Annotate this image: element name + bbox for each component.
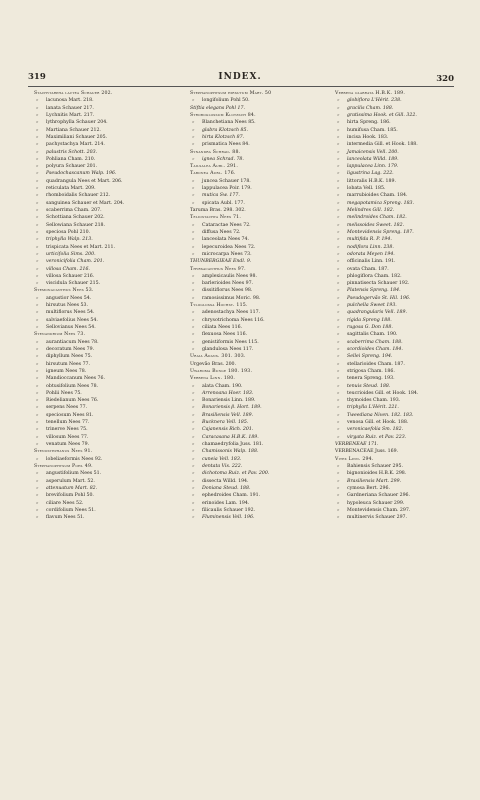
index-subentry: „ multinervis Schauer 297.	[335, 514, 418, 521]
index-subentry: „ Riedelianum Nees 76.	[34, 397, 124, 404]
index-heading: Tailsalea Aubl. 291.	[190, 164, 239, 170]
index-subentry: „ lacunosa Mart. 218.	[34, 97, 124, 104]
index-subentry: „ Brasiliensis Vell. 189.	[190, 412, 271, 419]
index-subentry: „ Bonariensis β. Hort. 189.	[190, 404, 271, 411]
index-subentry: „ igneum Nees 78.	[34, 368, 124, 375]
index-subentry: „ pachystachya Mart. 214.	[34, 141, 124, 148]
index-subentry: „ Brasiliensis Mart. 299.	[335, 478, 418, 485]
index-subentry: „ melissoides Sweet. 182.	[335, 222, 418, 229]
index-subentry: „ Martiana Schauer 212.	[34, 127, 124, 134]
index-subentry: „ salviaefolius Nees 54.	[34, 317, 124, 324]
index-subentry: „ Pohlii Nees 75.	[34, 390, 124, 397]
index-subentry: „ tenuis Steud. 188.	[335, 383, 418, 390]
index-subentry: „ barlerioides Nees 97.	[190, 280, 271, 287]
index-subentry: „ scaberrima Cham. 188.	[335, 339, 418, 346]
index-heading: Stemonacanthus Nees 53.	[34, 288, 94, 294]
index-subentry: „ globiflora L'Hérit. 238.	[335, 97, 418, 104]
index-subentry: „ megapotamica Spreng. 183.	[335, 200, 418, 207]
index-subentry: „ nodiflora Linn. 238.	[335, 244, 418, 251]
page-number-left: 319	[28, 72, 46, 82]
index-subentry: „ diphyllum Nees 75.	[34, 353, 124, 360]
index-subentry: „ scaberrima Cham. 207.	[34, 207, 124, 214]
index-subentry: „ polyura Schauer 201.	[34, 163, 124, 170]
index-subentry: „ triphylla L'Hérit. 221.	[335, 404, 418, 411]
index-subentry: „ rhomboidalis Schauer 212.	[34, 192, 124, 199]
index-subentry: „ incisa Hook. 183.	[335, 134, 418, 141]
index-subentry: „ dissecta Willd. 194.	[190, 478, 271, 485]
index-subentry: „ longifolium Pohl 50.	[190, 97, 271, 104]
index-heading: Verbena glabrata H.B.K. 189.	[335, 91, 406, 96]
index-heading: Stroboglossum Klotzsch 84.	[190, 112, 256, 118]
index-subentry: „ venosa Gill. et Hook. 188.	[335, 419, 418, 426]
index-subentry: „ urticifolia Sims. 200.	[34, 251, 124, 258]
index-subentry: „ alata Cham. 190.	[190, 383, 271, 390]
index-subentry: „ ovata Cham. 187.	[335, 266, 418, 273]
index-subentry: „ melindroides Cham. 182.	[335, 214, 418, 221]
index-subentry: „ Tweediana Niven. 182. 183.	[335, 412, 418, 419]
index-subentry: „ speciosum Nees 81.	[34, 412, 124, 419]
index-subentry: „ ramosissimus Moric. 98.	[190, 295, 271, 302]
index-subentry: „ Lychnitis Mart. 217.	[34, 112, 124, 119]
index-heading: VERBENACEAE Juss. 169.	[335, 449, 399, 455]
index-subentry: „ asperulum Mart. 52.	[34, 478, 124, 485]
index-subentry: „ hirsutus Nees 53.	[34, 302, 124, 309]
index-heading: THUNBERGIEAE Endl. 9.	[190, 259, 252, 265]
index-subentry: „ cordifolium Nees 51.	[34, 507, 124, 514]
index-subentry: „ triphylla Walp. 213.	[34, 236, 124, 243]
index-subentry: „ thymoides Cham. 193.	[335, 397, 418, 404]
index-subentry: „ rigida Spreng 188.	[335, 317, 418, 324]
index-subentry: „ speciosa Pohl 210.	[34, 229, 124, 236]
index-subentry: „ Platensis Spreng. 184.	[335, 287, 418, 294]
index-subentry: „ virgata Ruiz. et Pav. 223.	[335, 434, 418, 441]
index-subentry: „ angustifolium Nees 51.	[34, 470, 124, 477]
index-subentry: „ hirta Spreng. 186.	[335, 119, 418, 126]
index-column-1	[34, 90, 124, 521]
index-subentry: „ gracilis Cham. 188.	[335, 105, 418, 112]
index-subentry: „ chamaedryfolia Juss. 181.	[190, 441, 271, 448]
page-title: INDEX.	[218, 72, 262, 82]
index-subentry: „ intermedia Gill. et Hook. 188.	[335, 141, 418, 148]
index-subentry: „ amplexicaulis Nees 98.	[190, 273, 271, 280]
index-subentry: „ Caracasana H.B.K. 189.	[190, 434, 271, 441]
index-subentry: „ Sellovianus Nees 54.	[34, 324, 124, 331]
index-subentry: „ multifida R. P. 194.	[335, 236, 418, 243]
index-subentry: „ veronicifolia Cham. 201.	[34, 258, 124, 265]
index-subentry: „ Sellei Spreng. 194.	[335, 353, 418, 360]
index-subentry: „ glandulosa Nees 117.	[190, 346, 271, 353]
index-subentry: „ villosum Nees 77.	[34, 434, 124, 441]
index-subentry: „ Chamissonis Walp. 188.	[190, 448, 271, 455]
index-subentry: „ villosa Cham. 216.	[34, 266, 124, 273]
index-subentry: „ Blanchetiana Nees 85.	[190, 119, 271, 126]
index-heading: Stachytarpha lactea Schauer 202.	[34, 91, 113, 96]
index-heading: Taruma Bras. 298. 302.	[190, 208, 246, 213]
index-subentry: „ Mandioccanum Nees 76.	[34, 375, 124, 382]
index-subentry: „ Bahiensis Schauer 295.	[335, 463, 418, 470]
index-subentry: „ Doniana Steud. 188.	[190, 485, 271, 492]
index-subentry: „ filicaulis Schauer 192.	[190, 507, 271, 514]
index-subentry: „ lappulacea Linn. 179.	[335, 163, 418, 170]
index-subentry: „ quadrangularis Vell. 189.	[335, 309, 418, 316]
index-subentry: „ veronicaefolia Sm. 182.	[335, 426, 418, 433]
index-subentry: „ obtusifolium Nees 78.	[34, 383, 124, 390]
index-subentry: „ juncea Schauer 178.	[190, 178, 271, 185]
index-subentry: „ odorata Meyen 194.	[335, 251, 418, 258]
index-subentry: „ quadrangula Nees et Mart. 206.	[34, 178, 124, 185]
index-subentry: „ Schottiana Schauer 202.	[34, 214, 124, 221]
index-subentry: „ pinnatisecta Schauer 192.	[335, 280, 418, 287]
index-subentry: „ aurantiacum Nees 78.	[34, 339, 124, 346]
index-subentry: „ hirsutum Nees 77.	[34, 361, 124, 368]
index-heading: Stenostephanus Nees 91.	[34, 449, 93, 455]
index-column-2	[190, 90, 271, 521]
index-subentry: „ ciliare Nees 52.	[34, 500, 124, 507]
index-heading: Tyloglossa Hochst. 115.	[190, 303, 248, 309]
index-subentry: „ cymosa Bert. 296.	[335, 485, 418, 492]
index-subentry: „ adenostachya Nees 117.	[190, 309, 271, 316]
index-subentry: „ Pseudochascanum Walp. 196.	[34, 170, 124, 177]
index-subentry: „ flexuosa Nees 116.	[190, 331, 271, 338]
index-heading: Synandra Schrad. 88.	[190, 149, 241, 155]
index-subentry: „ sanguinea Schauer et Mart. 204.	[34, 200, 124, 207]
index-subentry: „ lobeliaeformis Nees 92.	[34, 456, 124, 463]
index-subentry: „ Maximiliani Schauer 205.	[34, 134, 124, 141]
index-subentry: „ littoralis H.B.K. 189.	[335, 178, 418, 185]
index-subentry: „ glabra Klotzsch 85.	[190, 127, 271, 134]
index-subentry: „ Pseudogervão St. Hil. 196.	[335, 295, 418, 302]
index-subentry: „ rugosa G. Don 188.	[335, 324, 418, 331]
index-subentry: „ lanceolata Willd. 189.	[335, 156, 418, 163]
index-column-3	[335, 90, 418, 521]
index-subentry: „ Cataractae Nees 72.	[190, 222, 271, 229]
index-heading: Stenandrium Nees 73.	[34, 332, 86, 338]
index-subentry: „ officinalis Linn. 191.	[335, 258, 418, 265]
index-heading: Thyrsacanthus Nees 97.	[190, 266, 246, 272]
index-subentry: „ tenellum Nees 77.	[34, 419, 124, 426]
index-subentry: „ spicata Aubl. 177.	[190, 200, 271, 207]
index-heading: Vitex Linn. 294.	[335, 456, 374, 462]
index-heading: Urgevão Bras. 200.	[190, 361, 237, 367]
index-subentry: „ lythrophylla Schauer 204.	[34, 119, 124, 126]
index-subentry: „ Fluminensis Vell. 196.	[190, 514, 271, 521]
index-subentry: „ ciliata Nees 116.	[190, 324, 271, 331]
index-subentry: „ villosa Schauer 216.	[34, 273, 124, 280]
index-subentry: „ pulchella Sweet 193.	[335, 302, 418, 309]
index-subentry: „ Arrenoana Hoer. 183.	[190, 390, 271, 397]
index-subentry: „ decoratum Nees 79.	[34, 346, 124, 353]
index-subentry: „ ligustrina Lag. 222.	[335, 170, 418, 177]
index-subentry: „ Melindres Gill. 182.	[335, 207, 418, 214]
index-subentry: „ trispicata Nees et Mart. 211.	[34, 244, 124, 251]
index-subentry: „ Bucknera Vell. 185.	[190, 419, 271, 426]
index-subentry: „ Montevidensis Spreng. 187.	[335, 229, 418, 236]
index-subentry: „ tenera Spreng. 193.	[335, 375, 418, 382]
header-rule	[28, 86, 454, 87]
index-subentry: „ angustior Nees 54.	[34, 295, 124, 302]
index-subentry: „ hypoleuca Schauer 299.	[335, 500, 418, 507]
index-subentry: „ Pohliana Cham. 210.	[34, 156, 124, 163]
index-subentry: „ attenuatum Mart. 82.	[34, 485, 124, 492]
index-subentry: „ stellarioides Cham. 187.	[335, 361, 418, 368]
index-subentry: „ cuneia Vell. 183.	[190, 456, 271, 463]
index-subentry: „ lepecuroidea Nees 72.	[190, 244, 271, 251]
index-subentry: „ ephedroides Cham. 191.	[190, 492, 271, 499]
index-heading: Uwaroma Bunge 180. 193.	[190, 368, 253, 374]
index-subentry: „ venatum Nees 79.	[34, 441, 124, 448]
index-subentry: „ palustris Schott. 203.	[34, 149, 124, 156]
index-subentry: „ Montevidensis Cham. 297.	[335, 507, 418, 514]
index-subentry: „ sagittalis Cham. 190.	[335, 331, 418, 338]
index-subentry: „ teucrioides Gill. et Hook. 184.	[335, 390, 418, 397]
index-subentry: „ humifusa Cham. 185.	[335, 127, 418, 134]
index-subentry: „ dichotoma Ruiz. et Pav. 200.	[190, 470, 271, 477]
index-heading: Tabonea Aubl. 176.	[190, 171, 236, 177]
index-subentry: „ lanata Schauer 217.	[34, 105, 124, 112]
index-subentry: „ lappulacea Poir. 179.	[190, 185, 271, 192]
index-subentry: „ erinoides Lam. 194.	[190, 500, 271, 507]
index-subentry: „ mutica Sw. 177.	[190, 192, 271, 199]
index-subentry: „ gratissima Hook. et Gill. 322.	[335, 112, 418, 119]
page-number-right: 320	[436, 74, 454, 84]
index-subentry: „ hirta Klotzsch 87.	[190, 134, 271, 141]
index-subentry: „ trinerve Nees 75.	[34, 426, 124, 433]
index-subentry: „ ignea Schrad. 78.	[190, 156, 271, 163]
index-subentry: „ brevifolium Pohl 50.	[34, 492, 124, 499]
index-subentry: „ prismatica Nees 84.	[190, 141, 271, 148]
index-subentry: „ genistiformis Nees 115.	[190, 339, 271, 346]
index-subentry: „ viscidula Schauer 215.	[34, 280, 124, 287]
index-heading: Stephanophysum hirsutum Mart. 50	[190, 91, 272, 96]
index-subentry: „ dissitiflorus Nees 98.	[190, 287, 271, 294]
index-subentry: „ serpens Nees 77.	[34, 404, 124, 411]
index-heading: Teliostachya Nees 71.	[190, 215, 242, 221]
index-subentry: „ multiflorus Nees 54.	[34, 309, 124, 316]
index-heading: Uraia Adans. 301. 303.	[190, 354, 246, 360]
index-subentry: „ diffusa Nees 72.	[190, 229, 271, 236]
index-subentry: „ lobata Vell. 185.	[335, 185, 418, 192]
index-subentry: „ phlogiflora Cham. 182.	[335, 273, 418, 280]
index-subentry: „ scordioides Cham. 184.	[335, 346, 418, 353]
index-subentry: „ Sellowiana Schauer 218.	[34, 222, 124, 229]
index-subentry: „ microcarpa Nees 73.	[190, 251, 271, 258]
index-subentry: „ strigosa Cham. 186.	[335, 368, 418, 375]
index-heading: Verbena Linn. 180.	[190, 376, 236, 382]
index-subentry: „ dentata Vis. 222.	[190, 463, 271, 470]
index-subentry: „ bignonioides H.B.K. 298.	[335, 470, 418, 477]
index-heading: Stephanophysum Pohl 49.	[34, 463, 93, 469]
index-heading: Stiftia elegans Pohl 17.	[190, 105, 246, 111]
index-subentry: „ Gardneriana Schauer 296.	[335, 492, 418, 499]
index-subentry: „ Bonariensis Linn. 189.	[190, 397, 271, 404]
index-subentry: „ marrubioides Cham. 184.	[335, 192, 418, 199]
index-subentry: „ flavum Nees 51.	[34, 514, 124, 521]
index-subentry: „ lanceolata Nees 74.	[190, 236, 271, 243]
index-subentry: „ Cajanensis Rich. 201.	[190, 426, 271, 433]
index-subentry: „ reticulata Mart. 209.	[34, 185, 124, 192]
index-heading: VERBENEAE 171.	[335, 442, 379, 447]
index-subentry: „ Jamaicensis Vell. 200.	[335, 149, 418, 156]
index-subentry: „ chrysotrichoma Nees 116.	[190, 317, 271, 324]
